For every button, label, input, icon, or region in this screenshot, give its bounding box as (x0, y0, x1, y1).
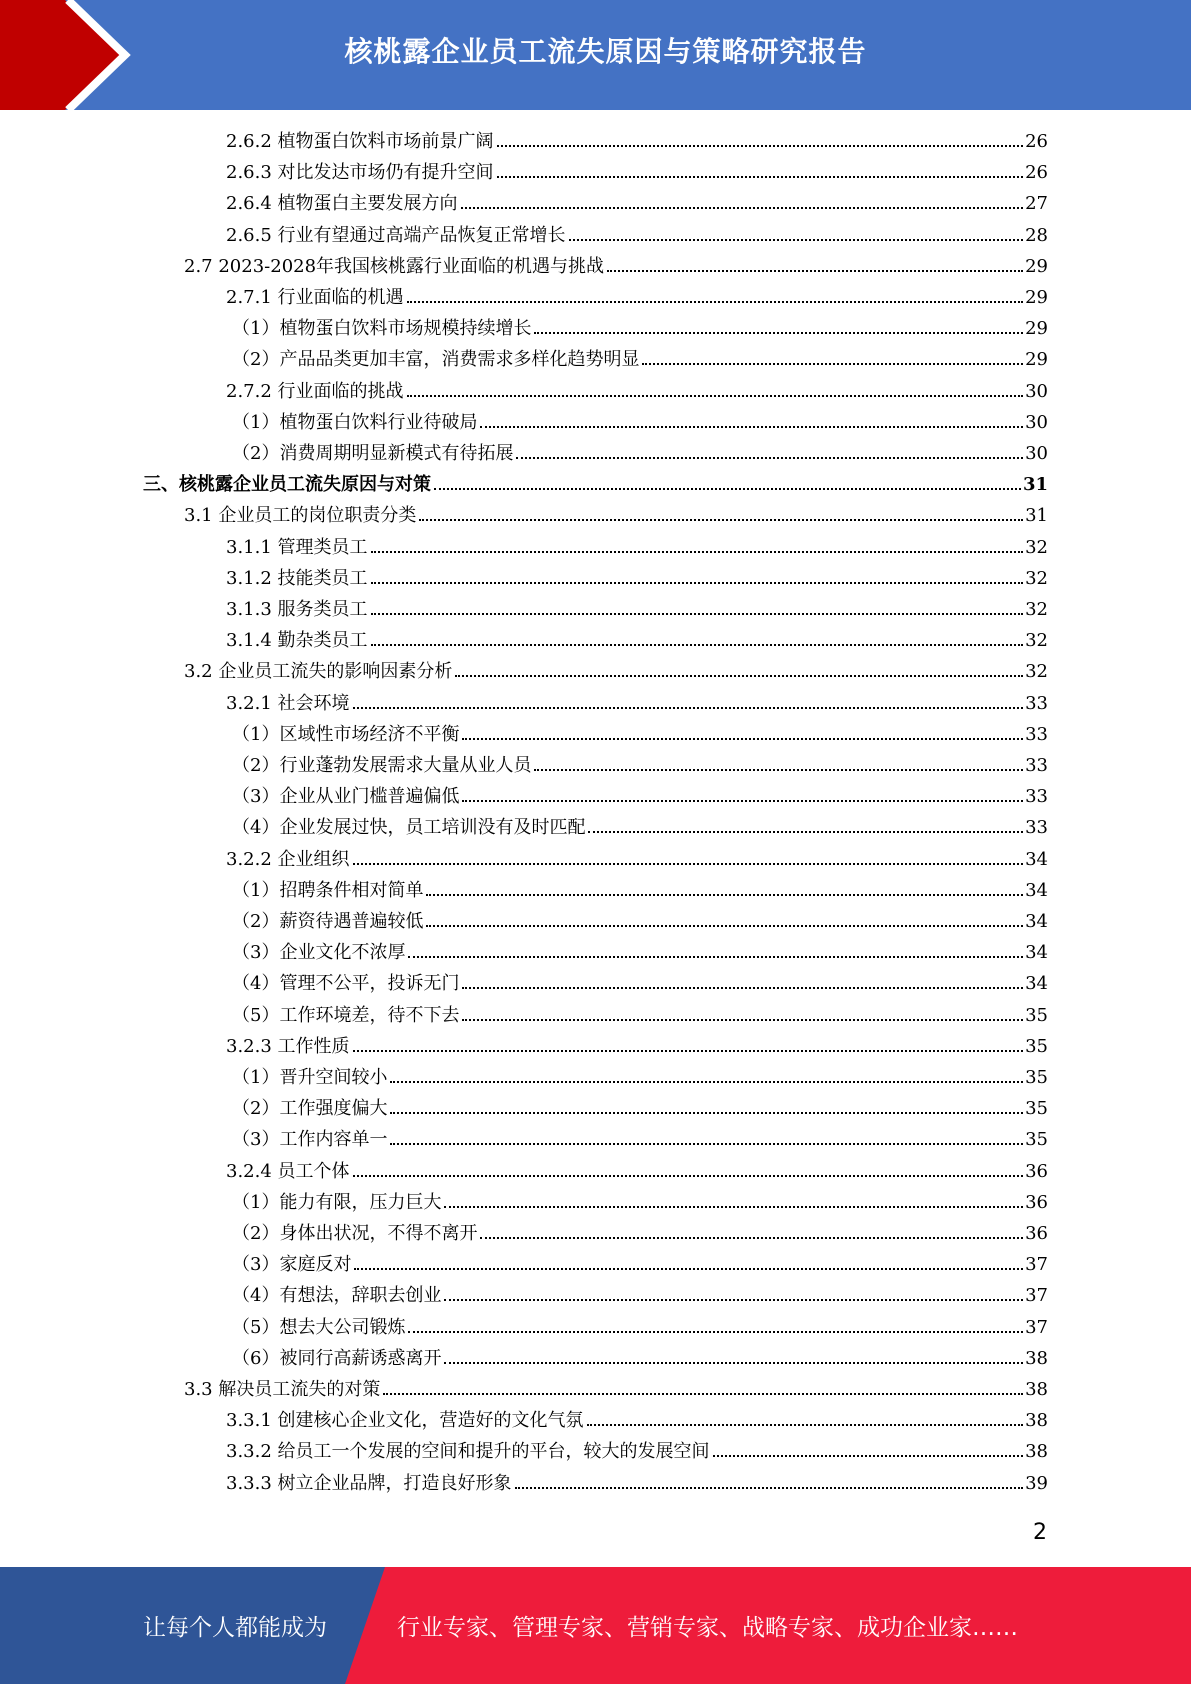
toc-dot-leader (444, 1299, 1023, 1301)
toc-entry[interactable] (184, 252, 1048, 282)
toc-entry-title: 3.1.1 管理类员工 (226, 536, 368, 558)
toc-entry-title: 3.2.2 企业组织 (226, 848, 350, 870)
toc-entry-title: （2）消费周期明显新模式有待拓展 (232, 443, 514, 464)
toc-dot-leader (371, 582, 1024, 584)
toc-entry-title: 2.6.3 对比发达市场仍有提升空间 (226, 162, 494, 184)
toc-entry-title: 2.7.1 行业面临的机遇 (226, 287, 404, 308)
toc-dot-leader (516, 457, 1023, 459)
toc-entry-page: 30 (1025, 443, 1048, 464)
toc-entry-page: 32 (1025, 567, 1048, 589)
toc-dot-leader (534, 769, 1023, 771)
toc-dot-leader (444, 1206, 1023, 1208)
toc-dot-leader (371, 551, 1024, 553)
toc-entry-title: （1）晋升空间较小 (232, 1067, 388, 1088)
toc-entry-title: 2.7.2 行业面临的挑战 (226, 380, 404, 402)
toc-dot-leader (407, 395, 1024, 397)
toc-entry-title: 3.2.1 社会环境 (226, 692, 350, 714)
toc-dot-leader (480, 1237, 1023, 1239)
toc-entry-title: （6）被同行高薪诱惑离开 (232, 1347, 442, 1369)
toc-entry[interactable] (232, 314, 1048, 344)
toc-entry-page: 35 (1025, 1035, 1048, 1057)
toc-entry-page: 36 (1025, 1223, 1048, 1244)
toc-entry-title: 3.1.4 勤杂类员工 (226, 630, 368, 652)
toc-entry-page: 32 (1025, 599, 1048, 620)
toc-entry[interactable] (232, 907, 1048, 937)
toc-entry-page: 26 (1025, 131, 1048, 152)
toc-dot-leader (480, 426, 1023, 428)
toc-entry-title: （3）企业文化不浓厚 (232, 942, 406, 964)
toc-entry-page: 35 (1025, 1129, 1048, 1151)
toc-entry[interactable] (226, 1469, 1048, 1499)
toc-dot-leader (353, 1050, 1024, 1052)
toc-entry-page: 38 (1025, 1410, 1048, 1432)
toc-dot-leader (461, 207, 1024, 209)
page-number: 2 (1033, 1520, 1047, 1545)
toc-entry-title: （1）植物蛋白饮料行业待破局 (232, 411, 478, 433)
toc-entry[interactable] (226, 377, 1048, 407)
toc-entry[interactable] (232, 720, 1048, 750)
toc-entry-title: 2.7 2023-2028年我国核桃露行业面临的机遇与挑战 (184, 255, 605, 277)
toc-entry[interactable] (226, 283, 1048, 313)
toc-dot-leader (407, 301, 1024, 303)
toc-dot-leader (534, 332, 1023, 334)
toc-entry[interactable] (232, 1281, 1048, 1311)
toc-entry[interactable] (226, 1032, 1048, 1062)
toc-entry[interactable] (232, 408, 1048, 438)
toc-entry[interactable] (184, 1375, 1048, 1405)
toc-dot-leader (462, 1019, 1023, 1021)
toc-dot-leader (353, 707, 1024, 709)
toc-dot-leader (462, 800, 1023, 802)
toc-dot-leader (497, 145, 1024, 147)
toc-entry[interactable] (232, 876, 1048, 906)
toc-entry-page: 26 (1025, 162, 1048, 184)
toc-entry-title: （2）产品品类更加丰富，消费需求多样化趋势明显 (232, 349, 640, 371)
toc-entry-page: 35 (1025, 1098, 1048, 1120)
toc-dot-leader (408, 956, 1023, 958)
toc-entry[interactable] (232, 1313, 1048, 1343)
toc-entry-title: 3.3.3 树立企业品牌，打造良好形象 (226, 1472, 512, 1494)
toc-entry-title: （2）身体出状况，不得不离开 (232, 1223, 478, 1244)
toc-entry-page: 34 (1025, 973, 1048, 995)
toc-entry-page: 38 (1025, 1379, 1048, 1400)
toc-dot-leader (444, 1362, 1023, 1364)
toc-entry[interactable] (226, 1437, 1048, 1467)
toc-entry[interactable] (226, 689, 1048, 719)
toc-entry-title: （4）企业发展过快，员工培训没有及时匹配 (232, 817, 586, 839)
toc-entry[interactable] (226, 845, 1048, 875)
toc-entry-title: （2）工作强度偏大 (232, 1098, 388, 1120)
toc-dot-leader (462, 987, 1023, 989)
toc-entry[interactable] (226, 626, 1048, 656)
toc-entry-page: 34 (1025, 942, 1048, 964)
toc-dot-leader (371, 644, 1024, 646)
toc-entry-title: （5）工作环境差，待不下去 (232, 1004, 460, 1026)
toc-dot-leader (408, 1331, 1023, 1333)
toc-entry-page: 33 (1025, 723, 1048, 745)
toc-dot-leader (607, 270, 1023, 272)
toc-entry[interactable] (226, 533, 1048, 563)
toc-dot-leader (515, 1487, 1024, 1489)
toc-entry-page: 28 (1025, 224, 1048, 246)
toc-entry-title: （3）企业从业门槛普遍偏低 (232, 786, 460, 808)
toc-entry-page: 34 (1025, 848, 1048, 870)
toc-entry[interactable] (184, 657, 1048, 687)
toc-entry[interactable] (232, 969, 1048, 999)
toc-entry[interactable] (232, 1250, 1048, 1280)
toc-entry-page: 29 (1025, 255, 1048, 277)
toc-entry-page: 36 (1025, 1191, 1048, 1213)
toc-entry-page: 33 (1025, 755, 1048, 776)
toc-entry-title: （2）行业蓬勃发展需求大量从业人员 (232, 755, 532, 776)
toc-entry-page: 33 (1025, 692, 1048, 714)
toc-entry-page: 39 (1025, 1472, 1048, 1494)
toc-entry[interactable] (232, 782, 1048, 812)
toc-dot-leader (569, 239, 1024, 241)
toc-entry-title: 三、核桃露企业员工流失原因与对策 (143, 474, 431, 496)
toc-entry[interactable] (226, 1406, 1048, 1436)
page-header (0, 0, 1191, 110)
toc-dot-leader (426, 925, 1023, 927)
toc-dot-leader (713, 1455, 1024, 1457)
toc-dot-leader (353, 863, 1024, 865)
toc-entry[interactable] (232, 345, 1048, 375)
report-title: 核桃露企业员工流失原因与策略研究报告 (344, 35, 867, 68)
toc-entry-title: 2.6.5 行业有望通过高端产品恢复正常增长 (226, 224, 566, 246)
toc-entry-page: 33 (1025, 817, 1048, 839)
toc-entry-page: 38 (1025, 1347, 1048, 1369)
toc-dot-leader (642, 363, 1023, 365)
toc-entry[interactable] (143, 470, 1048, 500)
toc-dot-leader (497, 176, 1024, 178)
toc-entry[interactable] (232, 439, 1048, 469)
toc-entry-title: 3.3 解决员工流失的对策 (184, 1379, 381, 1400)
page-footer (0, 1567, 1191, 1684)
toc-entry-page: 37 (1025, 1254, 1048, 1276)
toc-entry-page: 30 (1025, 411, 1048, 433)
toc-entry-title: （3）工作内容单一 (232, 1129, 388, 1151)
toc-dot-leader (371, 613, 1024, 615)
toc-entry-title: （1）能力有限，压力巨大 (232, 1191, 442, 1213)
toc-dot-leader (390, 1143, 1023, 1145)
toc-entry-title: 3.2.4 员工个体 (226, 1160, 350, 1182)
toc-entry-page: 30 (1025, 380, 1048, 402)
toc-entry-title: 3.3.1 创建核心企业文化，营造好的文化气氛 (226, 1410, 584, 1432)
toc-entry[interactable] (232, 1219, 1048, 1249)
toc-entry-page: 38 (1025, 1441, 1048, 1463)
toc-entry-page: 29 (1025, 349, 1048, 371)
toc-entry[interactable] (226, 189, 1048, 219)
toc-entry-page: 36 (1025, 1160, 1048, 1182)
toc-entry-page: 37 (1025, 1285, 1048, 1307)
toc-entry[interactable] (226, 158, 1048, 188)
toc-dot-leader (419, 519, 1023, 521)
toc-entry-page: 35 (1025, 1004, 1048, 1026)
toc-entry[interactable] (184, 501, 1048, 531)
toc-entry-title: （1）招聘条件相对简单 (232, 879, 424, 901)
toc-entry-title: 3.1.3 服务类员工 (226, 599, 368, 620)
toc-entry-page: 34 (1025, 911, 1048, 932)
toc-entry-title: （2）薪资待遇普遍较低 (232, 911, 424, 932)
toc-dot-leader (426, 894, 1023, 896)
toc-entry-title: 2.6.4 植物蛋白主要发展方向 (226, 193, 458, 215)
toc-dot-leader (462, 738, 1023, 740)
toc-dot-leader (390, 1081, 1023, 1083)
toc-entry-page: 32 (1025, 536, 1048, 558)
toc-entry-title: 3.1 企业员工的岗位职责分类 (184, 505, 417, 527)
toc-dot-leader (588, 831, 1023, 833)
toc-entry-title: 2.6.2 植物蛋白饮料市场前景广阔 (226, 131, 494, 152)
toc-entry-page: 29 (1025, 287, 1048, 308)
toc-entry-title: 3.2 企业员工流失的影响因素分析 (184, 661, 453, 683)
toc-entry[interactable] (232, 1001, 1048, 1031)
toc-entry[interactable] (232, 813, 1048, 843)
toc-entry[interactable] (226, 127, 1048, 157)
toc-dot-leader (587, 1424, 1024, 1426)
toc-entry-page: 34 (1025, 879, 1048, 901)
toc-entry-title: 3.1.2 技能类员工 (226, 567, 368, 589)
toc-entry[interactable] (232, 1125, 1048, 1155)
toc-entry[interactable] (226, 221, 1048, 251)
toc-dot-leader (353, 1175, 1024, 1177)
toc-entry-title: 3.3.2 给员工一个发展的空间和提升的平台，较大的发展空间 (226, 1441, 710, 1463)
toc-entry[interactable] (226, 1157, 1048, 1187)
toc-entry[interactable] (232, 1344, 1048, 1374)
toc-entry-page: 32 (1025, 630, 1048, 652)
toc-entry-page: 27 (1025, 193, 1048, 215)
toc-entry-page: 35 (1025, 1067, 1048, 1088)
toc-entry-page: 31 (1022, 474, 1048, 496)
toc-entry-title: （5）想去大公司锻炼 (232, 1316, 406, 1338)
toc-entry-page: 32 (1025, 661, 1048, 683)
toc-entry-title: 3.2.3 工作性质 (226, 1035, 350, 1057)
toc-entry[interactable] (232, 1188, 1048, 1218)
toc-entry-page: 37 (1025, 1316, 1048, 1338)
toc-entry-page: 31 (1025, 505, 1048, 527)
toc-entry[interactable] (226, 564, 1048, 594)
toc-entry-title: （1）植物蛋白饮料市场规模持续增长 (232, 318, 532, 340)
toc-entry-title: （4）有想法，辞职去创业 (232, 1285, 442, 1307)
toc-entry[interactable] (226, 595, 1048, 625)
toc-entry[interactable] (232, 938, 1048, 968)
toc-entry[interactable] (232, 751, 1048, 781)
toc-dot-leader (354, 1268, 1023, 1270)
toc-entry-page: 29 (1025, 318, 1048, 340)
toc-entry-page: 33 (1025, 786, 1048, 808)
footer-slogan-left: 让每个人都能成为 (143, 1615, 327, 1641)
toc-entry[interactable] (232, 1094, 1048, 1124)
toc-dot-leader (434, 488, 1021, 490)
toc-dot-leader (455, 675, 1023, 677)
toc-entry-title: （1）区域性市场经济不平衡 (232, 723, 460, 745)
toc-entry[interactable] (232, 1063, 1048, 1093)
toc-entry-title: （4）管理不公平，投诉无门 (232, 973, 460, 995)
toc-dot-leader (390, 1112, 1023, 1114)
toc-entry-title: （3）家庭反对 (232, 1254, 352, 1276)
footer-slogan-right: 行业专家、管理专家、营销专家、战略专家、成功企业家…… (397, 1615, 1018, 1641)
toc-dot-leader (383, 1393, 1023, 1395)
